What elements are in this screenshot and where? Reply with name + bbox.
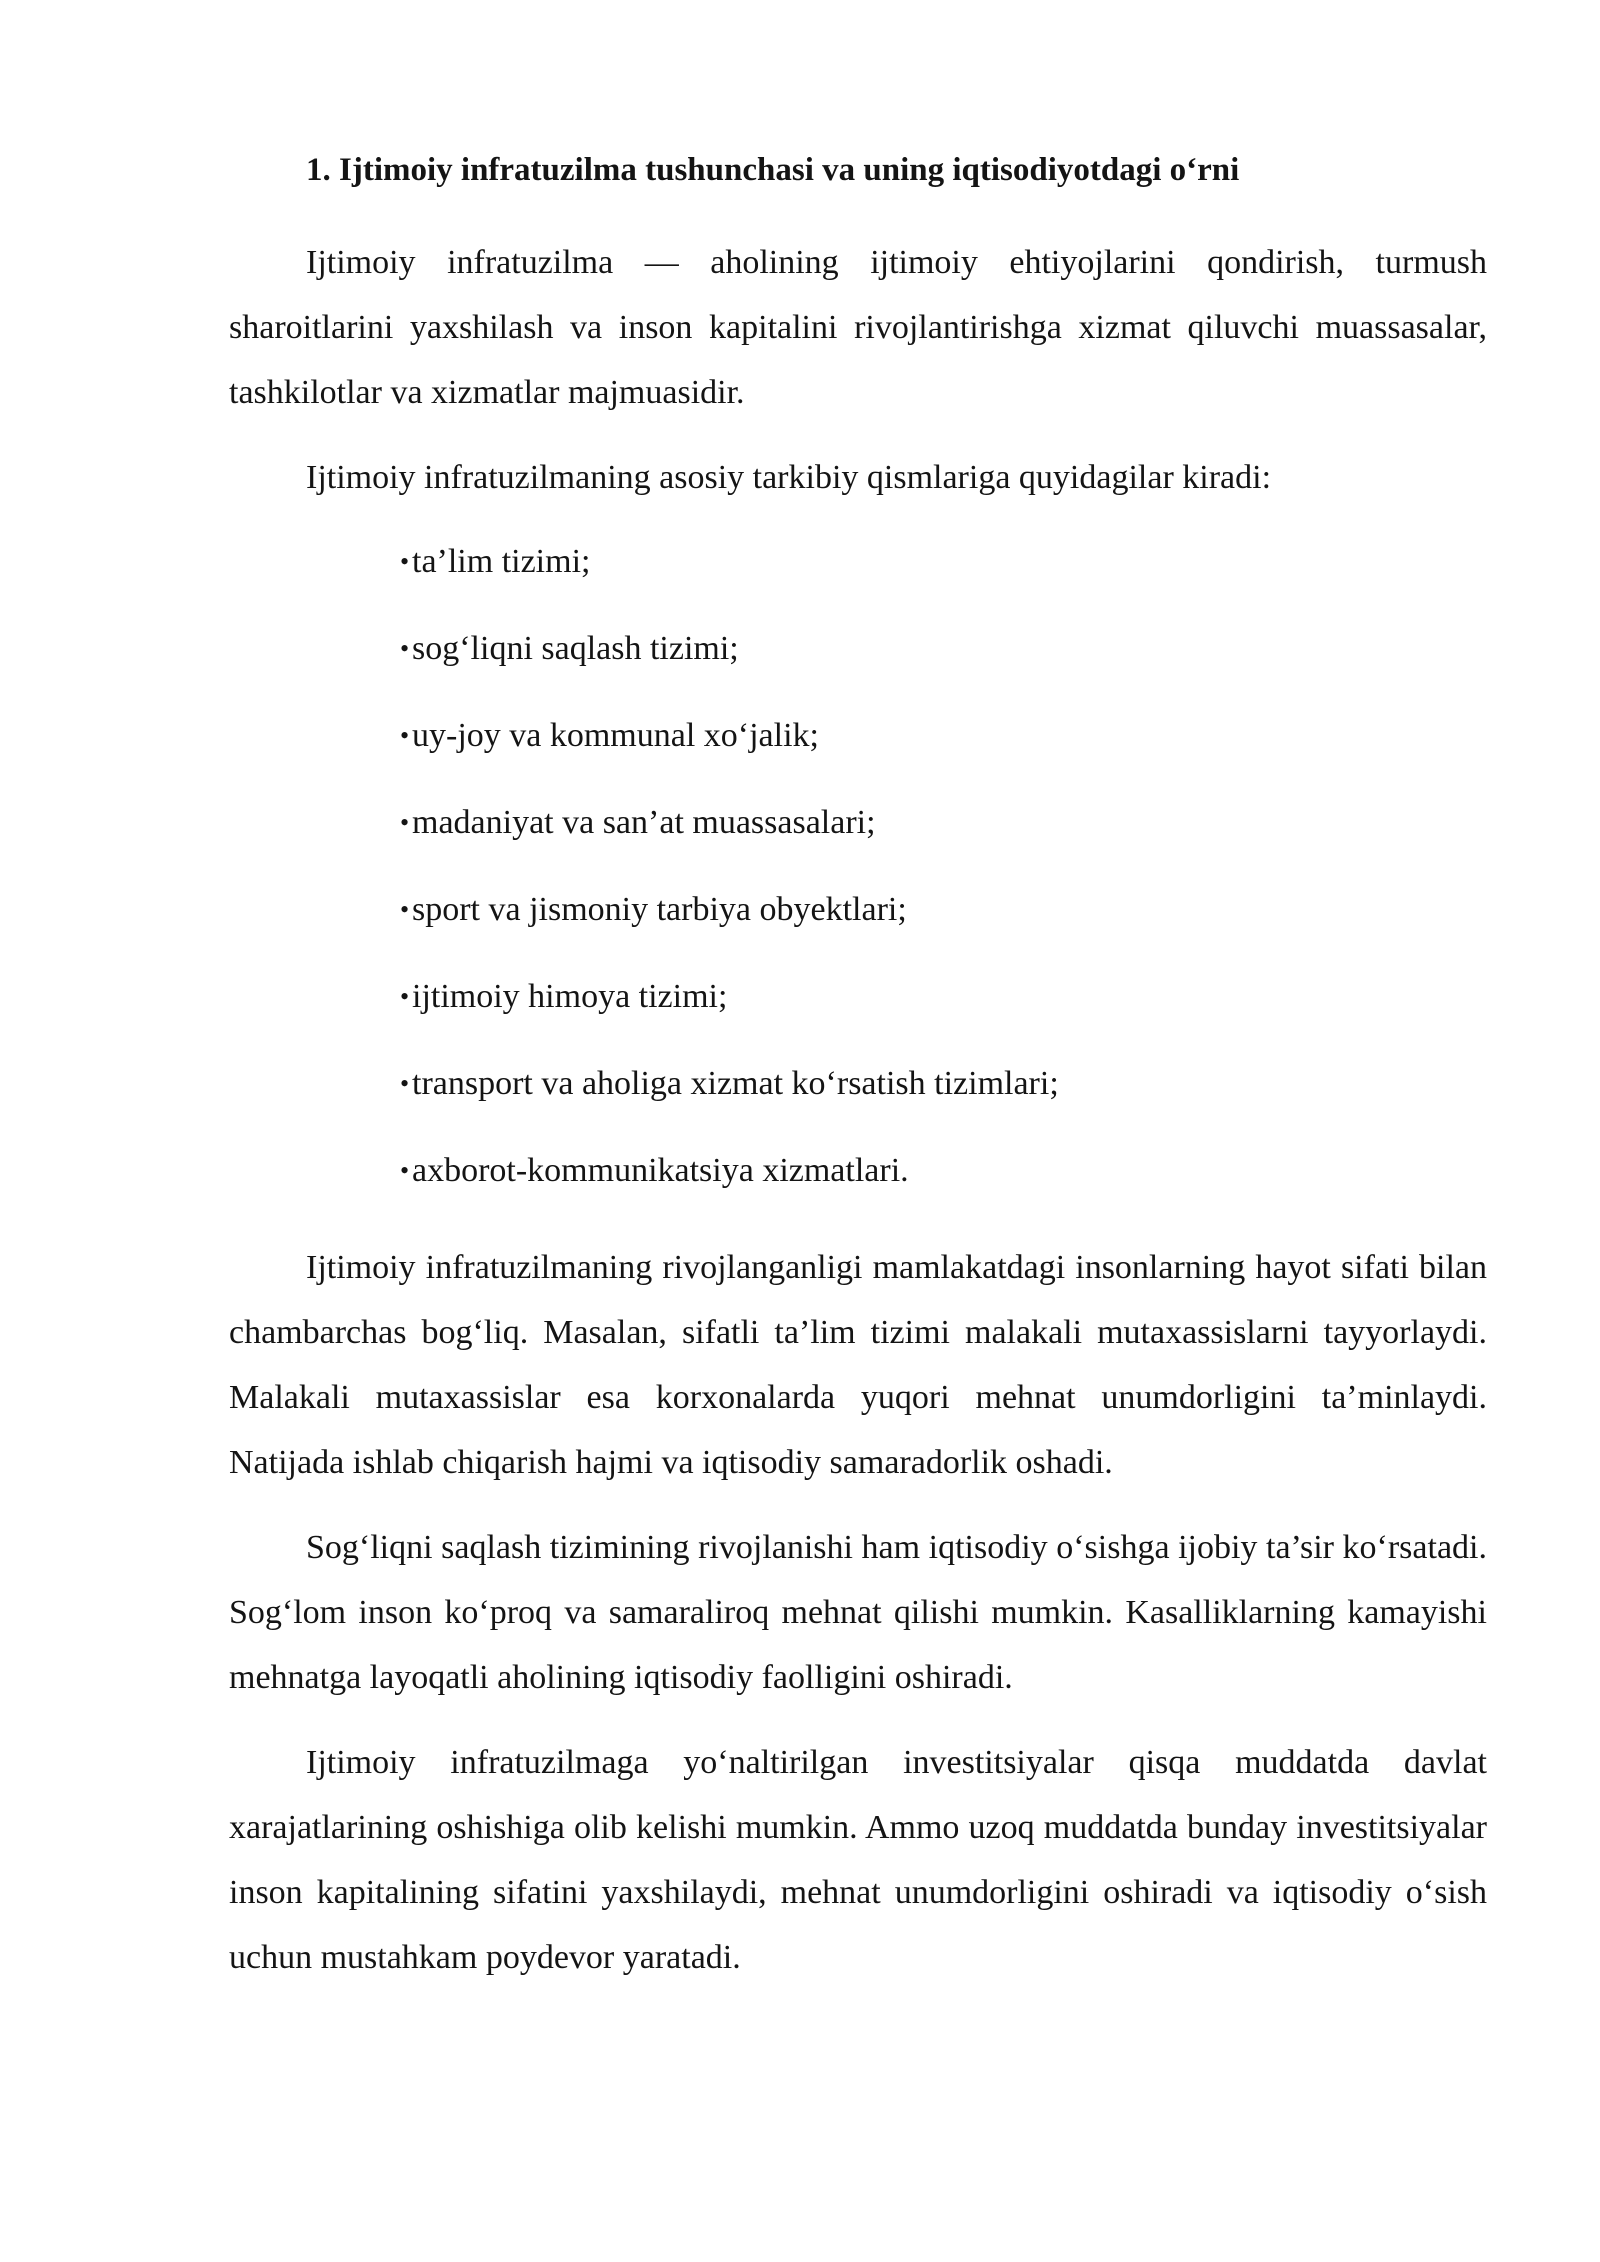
list-item-text: transport va aholiga xizmat ko‘rsatish tizimlari; — [412, 1065, 1059, 1102]
list-item — [400, 1147, 1487, 1215]
body-paragraph-healthcare: Sog‘liqni saqlash tizimining rivojlanishi ham iqtisodiy o‘sishga ijobiy ta’sir ko‘rsatadi. Sog‘lom inson ko‘proq va samaraliroq mehnat qilishi mumkin. Kasalliklarning kamayishi mehnatga layoqatli aholining iqtisodiy faolligini oshiradi. — [229, 1529, 1487, 1696]
body-paragraph-investment: Ijtimoiy infratuzilmaga yo‘naltirilgan investitsiyalar qisqa muddatda davlat xarajatlarining oshishiga olib kelishi mumkin. Ammo uzoq muddatda bunday investitsiyalar inson kapitalining sifatini yaxshilaydi, mehnat unumdorligini oshiradi va iqtisodiy o‘sish uchun mustahkam poydevor yaratadi. — [229, 1744, 1487, 1976]
definition-paragraph: Ijtimoiy infratuzilma — aholining ijtimoiy ehtiyojlarini qondirish, turmush sharoitlarini yaxshilash va inson kapitalini rivojlantirishga xizmat qiluvchi muassasalar, tashkilotlar va xizmatlar majmuasidir. — [229, 244, 1487, 411]
bullet-icon: • — [400, 547, 410, 576]
list-item — [400, 886, 1487, 973]
list-item — [400, 799, 1487, 886]
list-item-text: sog‘liqni saqlash tizimi; — [412, 630, 739, 667]
body-paragraph-quality-of-life: Ijtimoiy infratuzilmaning rivojlanganligi mamlakatdagi insonlarning hayot sifati bilan chambarchas bog‘liq. Masalan, sifatli ta’lim tizimi malakali mutaxassislarni tayyorlaydi. Malakali mutaxassislar esa korxonalarda yuqori mehnat unumdorligini ta’minlaydi. Natijada ishlab chiqarish hajmi va iqtisodiy samaradorlik oshadi. — [229, 1249, 1487, 1481]
list-item-text: axborot-kommunikatsiya xizmatlari. — [412, 1152, 909, 1189]
list-item-text: sport va jismoniy tarbiya obyektlari; — [412, 891, 907, 928]
list-item — [400, 625, 1487, 712]
list-item-text: madaniyat va san’at muassasalari; — [412, 804, 876, 841]
bullet-icon: • — [400, 634, 410, 663]
list-item — [400, 712, 1487, 799]
bullet-icon: • — [400, 808, 410, 837]
bullet-icon: • — [400, 721, 410, 750]
bullet-icon: • — [400, 982, 410, 1011]
bullet-icon: • — [400, 1156, 410, 1185]
components-list — [229, 538, 1487, 1215]
list-intro-paragraph: Ijtimoiy infratuzilmaning asosiy tarkibiy qismlariga quyidagilar kiradi: — [306, 459, 1272, 496]
section-heading: 1. Ijtimoiy infratuzilma tushunchasi va uning iqtisodiyotdagi o‘rni — [306, 152, 1240, 188]
bullet-icon: • — [400, 1069, 410, 1098]
list-item-text: ta’lim tizimi; — [412, 543, 591, 580]
list-item — [400, 538, 1487, 625]
bullet-icon: • — [400, 895, 410, 924]
list-item — [400, 973, 1487, 1060]
document-page — [229, 150, 1487, 2010]
list-item — [400, 1060, 1487, 1147]
list-item-text: uy-joy va kommunal xo‘jalik; — [412, 717, 819, 754]
list-item-text: ijtimoiy himoya tizimi; — [412, 978, 728, 1015]
